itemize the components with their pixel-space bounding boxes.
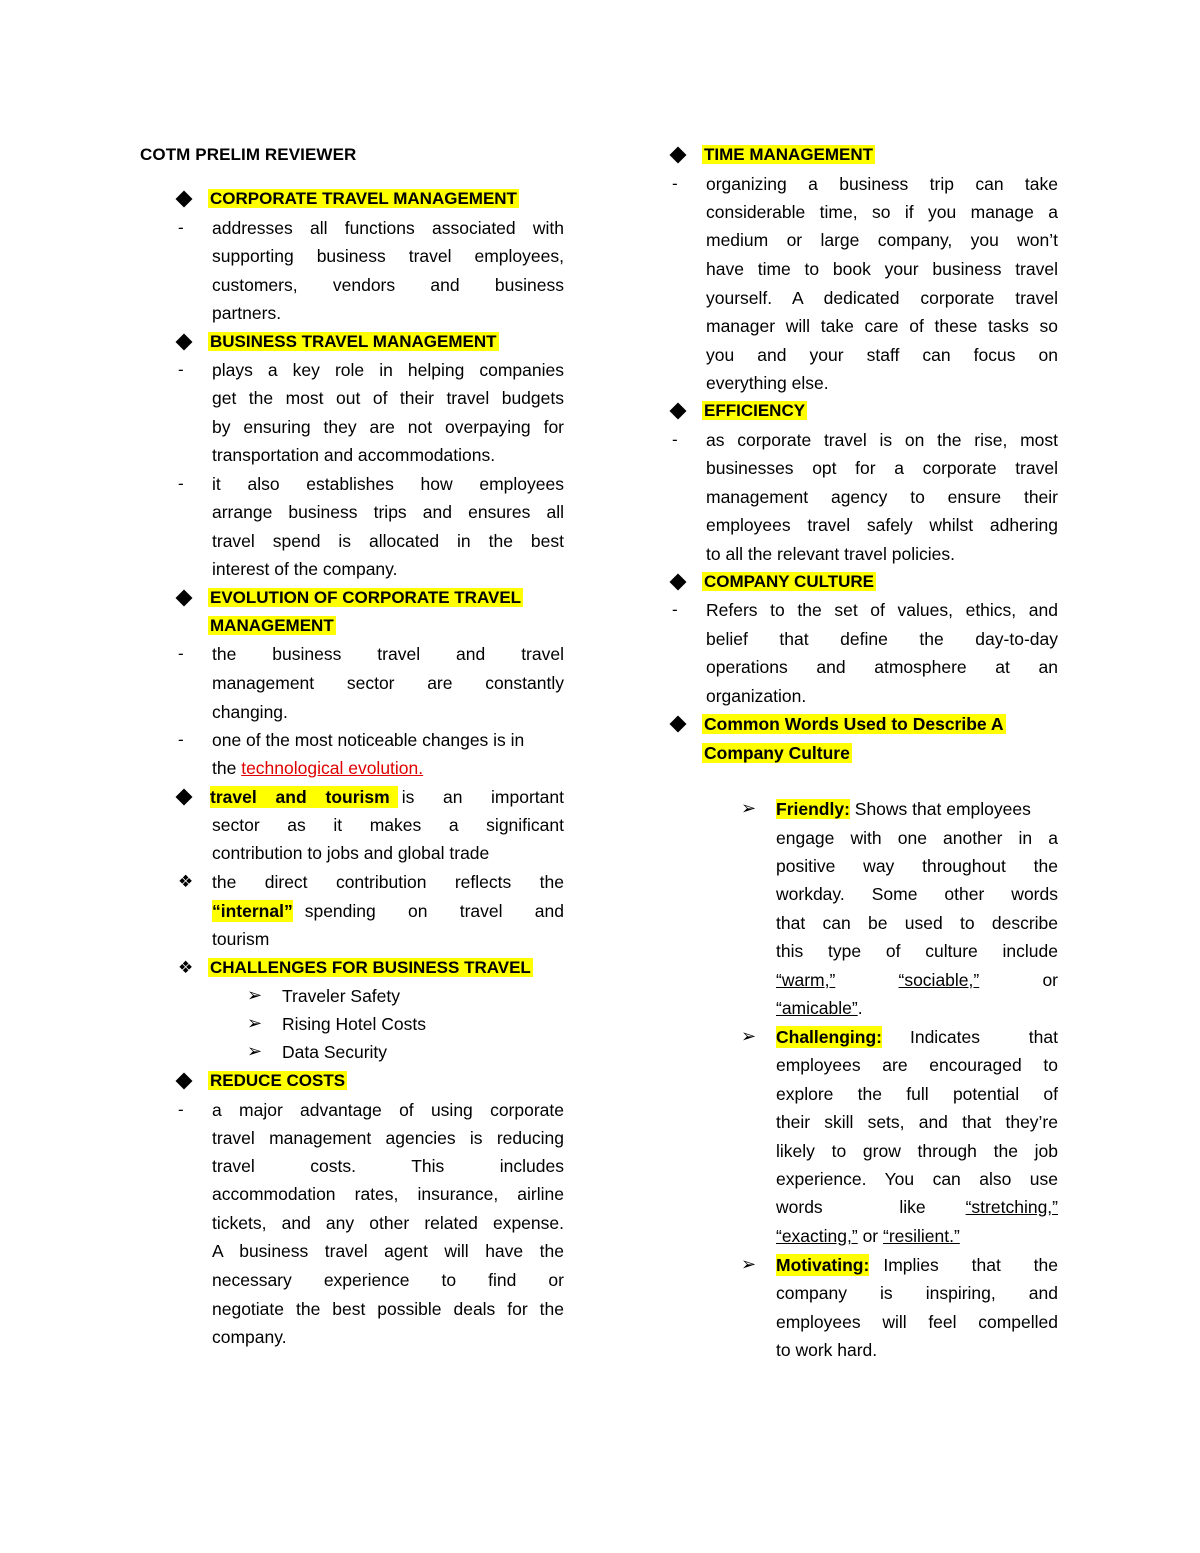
paragraph-line: as corporate travel is on the rise, most <box>706 430 1058 450</box>
paragraph-line: interest of the company. <box>212 559 398 579</box>
paragraph-line: manager will take care of these tasks so <box>706 316 1058 336</box>
paragraph-line: negotiate the best possible deals for the <box>212 1299 564 1319</box>
dash-bullet: - <box>178 360 184 379</box>
paragraph-line: employees are encouraged to <box>776 1055 1058 1075</box>
paragraph-line: supporting business travel employees, <box>212 246 564 266</box>
paragraph-line: changing. <box>212 702 288 722</box>
diamond-bullet-icon <box>178 788 190 810</box>
dash-bullet: - <box>178 730 184 749</box>
section-heading: CHALLENGES FOR BUSINESS TRAVEL <box>210 958 531 977</box>
paragraph-line: transportation and accommodations. <box>212 445 496 465</box>
term-label: Friendly: <box>776 799 850 819</box>
quoted-term: “warm,” <box>776 970 836 990</box>
paragraph-line: company is inspiring, and <box>776 1283 1058 1303</box>
paragraph-line: travel management agencies is reducing <box>212 1128 564 1148</box>
section-heading: Company Culture <box>704 743 850 763</box>
paragraph-line: it also establishes how employees <box>212 474 564 494</box>
highlighted-link-text: technological evolution. <box>241 758 424 778</box>
paragraph-line: organization. <box>706 686 807 706</box>
paragraph-line: medium or large company, you won’t <box>706 230 1058 250</box>
paragraph-line: plays a key role in helping companies <box>212 360 564 380</box>
dash-bullet: - <box>178 1100 184 1119</box>
paragraph-line: likely to grow through the job <box>776 1141 1058 1161</box>
section-heading: BUSINESS TRAVEL MANAGEMENT <box>210 332 497 351</box>
paragraph-line: travel costs. This includes <box>212 1156 564 1176</box>
term-label: Motivating: <box>776 1255 870 1275</box>
diamond-bullet-icon <box>178 1072 190 1094</box>
section-heading: EVOLUTION OF CORPORATE TRAVEL <box>210 588 522 607</box>
highlighted-term: “internal” <box>212 901 293 921</box>
paragraph-line: tickets, and any other related expense. <box>212 1213 564 1233</box>
section-heading: CORPORATE TRAVEL MANAGEMENT <box>210 189 517 208</box>
paragraph-line: a major advantage of using corporate <box>212 1100 564 1120</box>
diamond-bullet-icon <box>178 190 190 212</box>
paragraph-line: that can be used to describe <box>776 913 1058 933</box>
section-heading: EFFICIENCY <box>704 401 806 420</box>
section-heading: COMPANY CULTURE <box>704 572 874 591</box>
list-item: Rising Hotel Costs <box>282 1014 426 1034</box>
paragraph-line: management sector are constantly <box>212 673 564 693</box>
quoted-term: “resilient.” <box>883 1226 960 1246</box>
quoted-term: “sociable,” <box>898 970 980 990</box>
dash-bullet: - <box>672 430 678 449</box>
paragraph-line: operations and atmosphere at an <box>706 657 1058 677</box>
paragraph-line: to work hard. <box>776 1340 878 1360</box>
paragraph-line: considerable time, so if you manage a <box>706 202 1058 222</box>
paragraph-line: employees travel safely whilst adhering <box>706 515 1058 535</box>
four-diamond-bullet-icon: ❖ <box>178 872 194 891</box>
paragraph-line: experience. You can also use <box>776 1169 1058 1189</box>
paragraph-line: positive way throughout the <box>776 856 1058 876</box>
paragraph-line: company. <box>212 1327 287 1347</box>
diamond-bullet-icon <box>672 715 684 737</box>
paragraph-line: by ensuring they are not overpaying for <box>212 417 564 437</box>
dash-bullet: - <box>178 474 184 493</box>
diamond-bullet-icon <box>178 333 190 355</box>
paragraph-line: management agency to ensure their <box>706 487 1058 507</box>
paragraph-line: everything else. <box>706 373 829 393</box>
paragraph-line: you and your staff can focus on <box>706 345 1058 365</box>
paragraph-line: accommodation rates, insurance, airline <box>212 1184 564 1204</box>
paragraph-line: contribution to jobs and global trade <box>212 843 490 863</box>
paragraph-line: the business travel and travel <box>212 644 564 664</box>
paragraph-line: A business travel agent will have the <box>212 1241 564 1261</box>
paragraph-line: get the most out of their travel budgets <box>212 388 564 408</box>
arrow-bullet-icon: ➢ <box>247 985 263 1005</box>
quoted-term: “exacting,” <box>776 1226 858 1246</box>
paragraph-line: tourism <box>212 929 270 949</box>
paragraph-line: organizing a business trip can take <box>706 174 1058 194</box>
arrow-bullet-icon: ➢ <box>741 798 757 818</box>
arrow-bullet-icon: ➢ <box>741 1254 757 1274</box>
diamond-bullet-icon <box>672 402 684 424</box>
dash-bullet: - <box>178 218 184 237</box>
paragraph-line: workday. Some other words <box>776 884 1058 904</box>
paragraph-line: one of the most noticeable changes is in <box>212 730 525 750</box>
dash-bullet: - <box>672 174 678 193</box>
section-heading: Common Words Used to Describe A <box>704 714 1004 734</box>
paragraph-line: arrange business trips and ensures all <box>212 502 564 522</box>
paragraph-line: belief that define the day-to-day <box>706 629 1058 649</box>
dash-bullet: - <box>178 644 184 663</box>
paragraph-line: their skill sets, and that they’re <box>776 1112 1058 1132</box>
paragraph-line: travel spend is allocated in the best <box>212 531 564 551</box>
dash-bullet: - <box>672 600 678 619</box>
paragraph-line: sector as it makes a significant <box>212 815 564 835</box>
diamond-bullet-icon <box>178 589 190 611</box>
term-label: Challenging: <box>776 1027 882 1047</box>
list-item: Data Security <box>282 1042 388 1062</box>
page-title: COTM PRELIM REVIEWER <box>140 145 357 164</box>
paragraph-line: engage with one another in a <box>776 828 1058 848</box>
paragraph-line: necessary experience to find or <box>212 1270 564 1290</box>
arrow-bullet-icon: ➢ <box>247 1041 263 1061</box>
arrow-bullet-icon: ➢ <box>247 1013 263 1033</box>
section-heading: TIME MANAGEMENT <box>704 145 874 164</box>
paragraph-line: this type of culture include <box>776 941 1058 961</box>
paragraph-line: customers, vendors and business <box>212 275 564 295</box>
highlighted-term: travel and tourism <box>210 786 398 808</box>
diamond-bullet-icon <box>672 146 684 168</box>
paragraph-line: Refers to the set of values, ethics, and <box>706 600 1058 620</box>
section-heading: MANAGEMENT <box>210 616 334 635</box>
section-heading: REDUCE COSTS <box>210 1071 346 1090</box>
paragraph-line: the direct contribution reflects the <box>212 872 564 892</box>
diamond-bullet-icon <box>672 573 684 595</box>
paragraph-line: have time to book your business travel <box>706 259 1058 279</box>
paragraph-line: addresses all functions associated with <box>212 218 564 238</box>
paragraph-line: partners. <box>212 303 282 323</box>
paragraph-line: explore the full potential of <box>776 1084 1058 1104</box>
paragraph-line: employees will feel compelled <box>776 1312 1058 1332</box>
quoted-term: “amicable” <box>776 998 858 1018</box>
paragraph-line: businesses opt for a corporate travel <box>706 458 1058 478</box>
paragraph-line: yourself. A dedicated corporate travel <box>706 288 1058 308</box>
paragraph-line: to all the relevant travel policies. <box>706 544 956 564</box>
document-page: COTM PRELIM REVIEWER CORPORATE TRAVEL MANAGEMENT - addresses all functions associated with supporting business travel employees, customers, vendors and business partners. BUSINESS TRAVEL MANAGEMENT - plays a key role in helping companies get the most out of their travel budgets by ensuring they are not overpaying for transportation and accommodations. - it also establishes how employees arrange business trips and ensures all travel spend is allocated in the best interest of the company. EVOLUTION OF CORPORATE TRAVEL MANAGEMENT - the business travel and travel management sector are constantly changing. - one of the most noticeable changes is in the technological evolution. travel and tourism is an important sector as it makes a significant contribution to jobs and global trade ❖ the direct contribution reflects the “internal” spending on travel and tourism ❖ CHALLENGES FOR BUSINESS TRAVEL ➢ Traveler Safety ➢ Rising Hotel Costs ➢ Data Security REDUCE COSTS - a major advantage of using corporate travel management agencies is reducing travel costs. This includes accommodation rates, insurance, airline tickets, and any other related expense. A business travel agent will have the necessary experience to find or negotiate the best possible deals for the company. TIME MANAGEMENT - organizing a business trip can take considerable time, so if you manage a medium or large company, you won’t have time to book your business travel yourself. A dedicated corporate travel manager will take care of these tasks so you and your staff can focus on everything else. EFFICIENCY - as corporate travel is on the rise, most businesses opt for a corporate travel management agency to ensure their employees travel safely whilst adhering to all the relevant travel policies. COMPANY CULTURE - Refers to the set of values, ethics, and belief that define the day-to-day operations and atmosphere at an organization. Common Words Used to Describe A Company Culture ➢ Friendly: Shows that employees engage with one another in a positive way throughout the workday. Some other words that can be used to describe this type of culture include “warm,” “sociable,” or “amicable”. ➢ Challenging: Indicates that employees are encouraged to explore the full potential of their skill sets, and that they’re likely to grow through the job experience. You can also use words like “stretching,” “exacting,” or “resilient.” ➢ Motivating: Implies that the company is inspiring, and employees will feel compelled to work hard. <box>140 145 1058 1360</box>
arrow-bullet-icon: ➢ <box>741 1026 757 1046</box>
list-item: Traveler Safety <box>282 986 401 1006</box>
quoted-term: “stretching,” <box>965 1197 1058 1217</box>
four-diamond-bullet-icon: ❖ <box>178 958 194 977</box>
